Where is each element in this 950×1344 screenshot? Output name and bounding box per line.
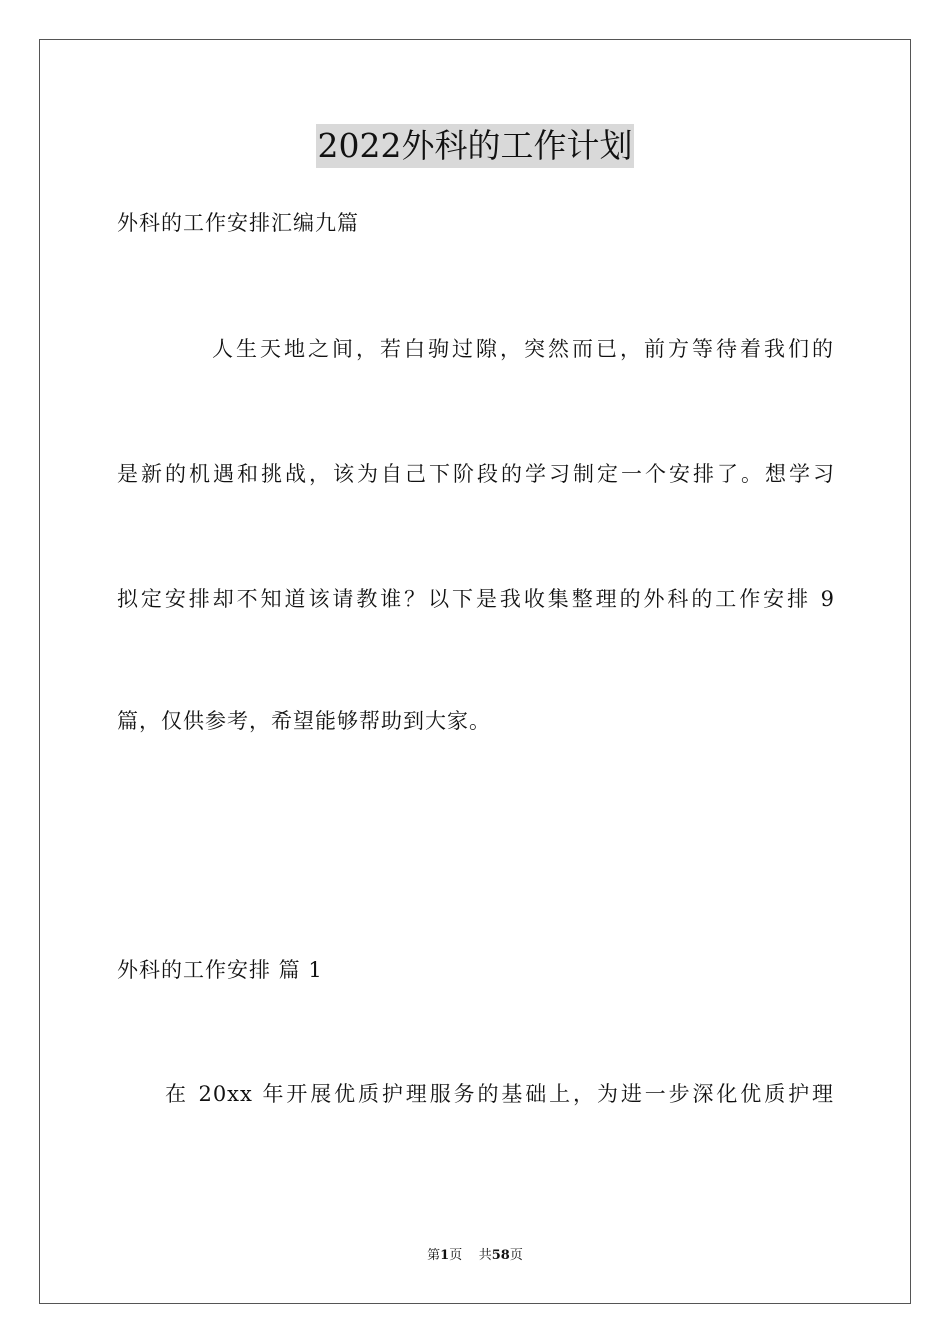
intro-line-1: 人生天地之间，若白驹过隙，突然而已，前方等待着我们的 bbox=[212, 337, 834, 361]
footer-total-pages: 58 bbox=[491, 1248, 510, 1263]
footer-total-prefix: 共 bbox=[478, 1248, 492, 1263]
page-footer bbox=[0, 1247, 950, 1265]
footer-page-number: 1 bbox=[440, 1248, 450, 1263]
intro-line-3: 拟定安排却不知道该请教谁？以下是我收集整理的外科的工作安排 9 bbox=[117, 587, 835, 611]
section-paragraph-line-1: 在 20xx 年开展优质护理服务的基础上，为进一步深化优质护理 bbox=[165, 1082, 834, 1106]
intro-line-4: 篇，仅供参考，希望能够帮助到大家。 bbox=[117, 709, 491, 733]
document-subtitle: 外科的工作安排汇编九篇 bbox=[117, 211, 359, 235]
footer-page-prefix: 第 bbox=[427, 1248, 441, 1263]
intro-line-2: 是新的机遇和挑战，该为自己下阶段的学习制定一个安排了。想学习 bbox=[117, 462, 835, 486]
footer-total-unit: 页 bbox=[509, 1248, 523, 1263]
footer-page-unit: 页 bbox=[449, 1248, 463, 1263]
title-container bbox=[0, 124, 950, 168]
section-heading: 外科的工作安排 篇 1 bbox=[117, 958, 323, 982]
document-title: 2022外科的工作计划 bbox=[316, 124, 635, 168]
